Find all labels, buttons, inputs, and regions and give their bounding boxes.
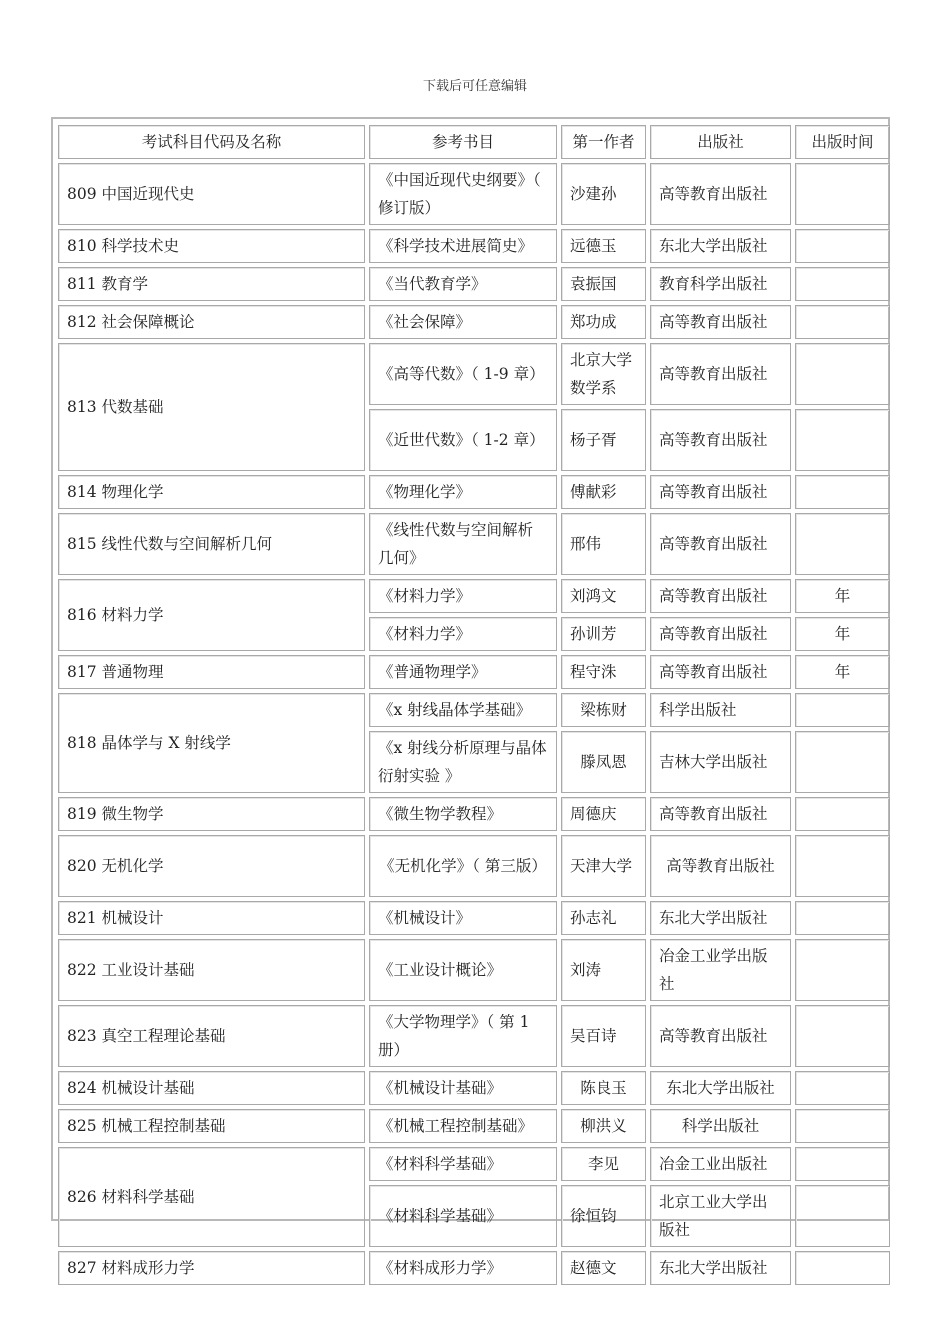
subject-cell: 820 无机化学	[58, 835, 365, 897]
year-cell: 年	[795, 579, 890, 613]
author-cell: 李见	[561, 1147, 646, 1181]
publisher-cell: 北京工业大学出版社	[650, 1185, 791, 1247]
book-cell: 《线性代数与空间解析几何》	[369, 513, 557, 575]
book-cell: 《材料成形力学》	[369, 1251, 557, 1285]
table-row	[58, 1147, 890, 1181]
publisher-cell: 东北大学出版社	[650, 229, 791, 263]
publisher-cell: 冶金工业学出版社	[650, 939, 791, 1001]
publisher-cell: 教育科学出版社	[650, 267, 791, 301]
table-row	[58, 229, 890, 263]
publisher-cell: 高等教育出版社	[650, 617, 791, 651]
book-cell: 《无机化学》（ 第三版）	[369, 835, 557, 897]
table-row	[58, 267, 890, 301]
header-author: 第一作者	[561, 125, 646, 159]
book-cell: 《机械工程控制基础》	[369, 1109, 557, 1143]
publisher-cell: 高等教育出版社	[650, 305, 791, 339]
subject-cell: 818 晶体学与 X 射线学	[58, 693, 365, 793]
publisher-cell: 科学出版社	[650, 1109, 791, 1143]
subject-cell: 810 科学技术史	[58, 229, 365, 263]
book-cell: 《普通物理学》	[369, 655, 557, 689]
publisher-cell: 高等教育出版社	[650, 835, 791, 897]
year-cell	[795, 475, 890, 509]
publisher-cell: 高等教育出版社	[650, 513, 791, 575]
subject-cell: 813 代数基础	[58, 343, 365, 471]
year-cell	[795, 693, 890, 727]
exam-reference-table	[54, 121, 894, 1289]
author-cell: 杨子胥	[561, 409, 646, 471]
author-cell: 梁栋财	[561, 693, 646, 727]
book-cell: 《社会保障》	[369, 305, 557, 339]
year-cell	[795, 229, 890, 263]
author-cell: 袁振国	[561, 267, 646, 301]
author-cell: 邢伟	[561, 513, 646, 575]
year-cell	[795, 343, 890, 405]
subject-cell: 819 微生物学	[58, 797, 365, 831]
author-cell: 孙训芳	[561, 617, 646, 651]
table-row	[58, 939, 890, 1001]
publisher-cell: 东北大学出版社	[650, 1251, 791, 1285]
publisher-cell: 东北大学出版社	[650, 1071, 791, 1105]
table-row	[58, 835, 890, 897]
year-cell	[795, 1071, 890, 1105]
author-cell: 北京大学数学系	[561, 343, 646, 405]
author-cell: 赵德文	[561, 1251, 646, 1285]
book-cell: 《中国近现代史纲要》（ 修订版）	[369, 163, 557, 225]
subject-cell: 825 机械工程控制基础	[58, 1109, 365, 1143]
publisher-cell: 高等教育出版社	[650, 579, 791, 613]
year-cell	[795, 409, 890, 471]
author-cell: 程守洙	[561, 655, 646, 689]
year-cell	[795, 901, 890, 935]
publisher-cell: 高等教育出版社	[650, 163, 791, 225]
header-subject: 考试科目代码及名称	[58, 125, 365, 159]
subject-cell: 816 材料力学	[58, 579, 365, 651]
year-cell	[795, 939, 890, 1001]
year-cell	[795, 1147, 890, 1181]
book-cell: 《近世代数》（ 1-2 章）	[369, 409, 557, 471]
publisher-cell: 冶金工业出版社	[650, 1147, 791, 1181]
subject-cell: 809 中国近现代史	[58, 163, 365, 225]
book-cell: 《大学物理学》（ 第 1 册）	[369, 1005, 557, 1067]
year-cell	[795, 513, 890, 575]
book-cell: 《材料力学》	[369, 617, 557, 651]
book-cell: 《机械设计》	[369, 901, 557, 935]
author-cell: 刘涛	[561, 939, 646, 1001]
subject-cell: 814 物理化学	[58, 475, 365, 509]
year-cell	[795, 1109, 890, 1143]
year-cell	[795, 305, 890, 339]
subject-cell: 827 材料成形力学	[58, 1251, 365, 1285]
year-cell: 年	[795, 617, 890, 651]
subject-cell: 815 线性代数与空间解析几何	[58, 513, 365, 575]
author-cell: 滕凤恩	[561, 731, 646, 793]
subject-cell: 812 社会保障概论	[58, 305, 365, 339]
author-cell: 沙建孙	[561, 163, 646, 225]
book-cell: 《当代教育学》	[369, 267, 557, 301]
subject-cell: 822 工业设计基础	[58, 939, 365, 1001]
publisher-cell: 高等教育出版社	[650, 1005, 791, 1067]
table-row	[58, 305, 890, 339]
author-cell: 远德玉	[561, 229, 646, 263]
book-cell: 《科学技术进展简史》	[369, 229, 557, 263]
book-cell: 《高等代数》（ 1-9 章）	[369, 343, 557, 405]
author-cell: 孙志礼	[561, 901, 646, 935]
table-row	[58, 1251, 890, 1285]
author-cell: 刘鸿文	[561, 579, 646, 613]
header-publisher: 出版社	[650, 125, 791, 159]
author-cell: 周德庆	[561, 797, 646, 831]
subject-cell: 823 真空工程理论基础	[58, 1005, 365, 1067]
year-cell	[795, 267, 890, 301]
table-header-row	[58, 125, 890, 159]
year-cell	[795, 797, 890, 831]
book-cell: 《材料科学基础》	[369, 1185, 557, 1247]
year-cell	[795, 163, 890, 225]
table-row	[58, 475, 890, 509]
publisher-cell: 科学出版社	[650, 693, 791, 727]
year-cell	[795, 731, 890, 793]
year-cell: 年	[795, 655, 890, 689]
table-row	[58, 579, 890, 613]
table-row	[58, 1071, 890, 1105]
table-row	[58, 655, 890, 689]
subject-cell: 817 普通物理	[58, 655, 365, 689]
subject-cell: 824 机械设计基础	[58, 1071, 365, 1105]
publisher-cell: 东北大学出版社	[650, 901, 791, 935]
year-cell	[795, 1185, 890, 1247]
year-cell	[795, 1005, 890, 1067]
table-row	[58, 797, 890, 831]
publisher-cell: 高等教育出版社	[650, 655, 791, 689]
publisher-cell: 高等教育出版社	[650, 797, 791, 831]
table-row	[58, 901, 890, 935]
table-row	[58, 513, 890, 575]
table-row	[58, 1109, 890, 1143]
header-note: 下载后可任意编辑	[422, 79, 527, 94]
author-cell: 陈良玉	[561, 1071, 646, 1105]
book-cell: 《x 射线分析原理与晶体衍射实验 》	[369, 731, 557, 793]
publisher-cell: 高等教育出版社	[650, 475, 791, 509]
book-cell: 《微生物学教程》	[369, 797, 557, 831]
publisher-cell: 吉林大学出版社	[650, 731, 791, 793]
book-cell: 《机械设计基础》	[369, 1071, 557, 1105]
subject-cell: 826 材料科学基础	[58, 1147, 365, 1247]
author-cell: 郑功成	[561, 305, 646, 339]
table-row	[58, 163, 890, 225]
book-cell: 《材料力学》	[369, 579, 557, 613]
author-cell: 吴百诗	[561, 1005, 646, 1067]
book-cell: 《物理化学》	[369, 475, 557, 509]
author-cell: 徐恒钧	[561, 1185, 646, 1247]
publisher-cell: 高等教育出版社	[650, 343, 791, 405]
author-cell: 傅献彩	[561, 475, 646, 509]
year-cell	[795, 835, 890, 897]
table-row	[58, 343, 890, 405]
table-row	[58, 1005, 890, 1067]
exam-reference-table-frame	[51, 117, 890, 1277]
author-cell: 天津大学	[561, 835, 646, 897]
publisher-cell: 高等教育出版社	[650, 409, 791, 471]
book-cell: 《材料科学基础》	[369, 1147, 557, 1181]
book-cell: 《工业设计概论》	[369, 939, 557, 1001]
table-row	[58, 693, 890, 727]
subject-cell: 811 教育学	[58, 267, 365, 301]
header-year: 出版时间	[795, 125, 890, 159]
subject-cell: 821 机械设计	[58, 901, 365, 935]
author-cell: 柳洪义	[561, 1109, 646, 1143]
header-book: 参考书目	[369, 125, 557, 159]
year-cell	[795, 1251, 890, 1285]
book-cell: 《x 射线晶体学基础》	[369, 693, 557, 727]
